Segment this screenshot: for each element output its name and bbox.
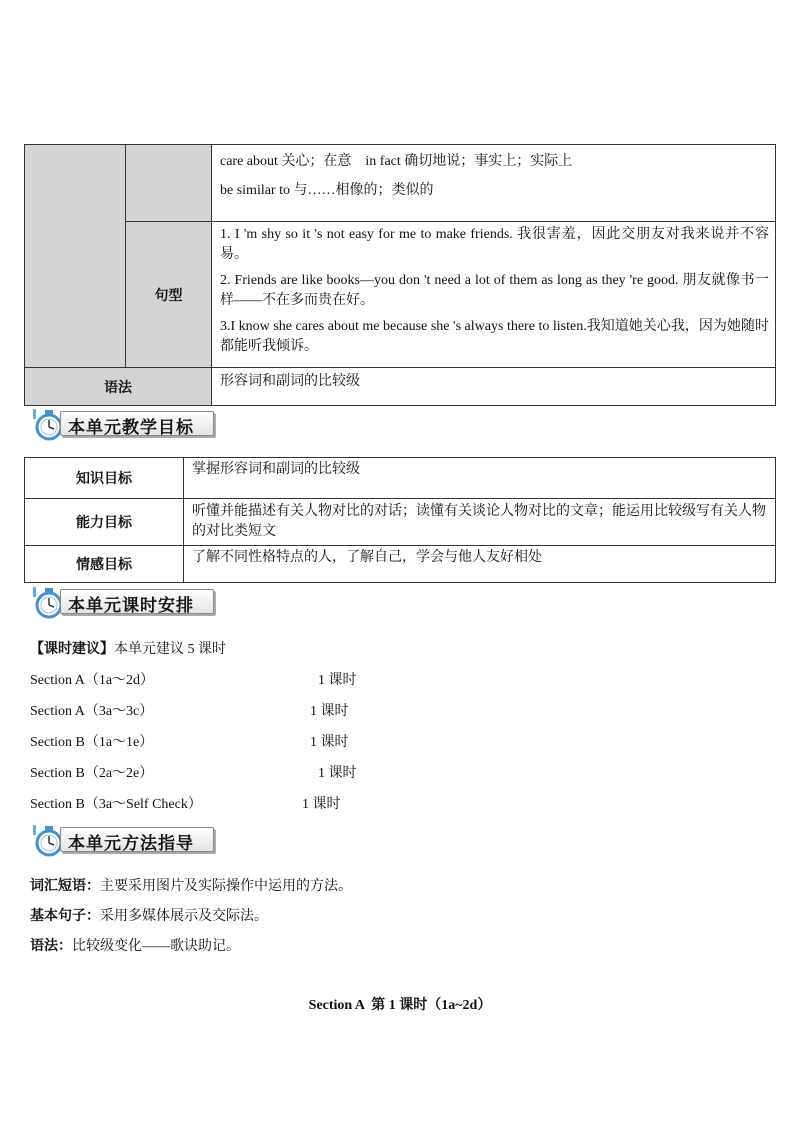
method-text: 采用多媒体展示及交际法。 <box>100 909 268 924</box>
suggest-label: 【课时建议】 <box>30 641 114 657</box>
schedule-item-hours: 1 课时 <box>310 735 349 750</box>
schedule-item-section: Section B（1a～1e） <box>30 735 154 750</box>
schedule-item-section: Section A（3a～3c） <box>30 704 154 719</box>
vocab-table <box>24 144 776 406</box>
phrases-label-cell <box>126 145 212 222</box>
section-title: 本单元课时安排 <box>68 596 194 616</box>
goal-value: 听懂并能描述有关人物对比的对话；读懂有关谈论人物对比的文章；能运用比较级写有关人物的对比类短文 <box>192 504 766 539</box>
goals-table <box>24 457 776 583</box>
method-item <box>30 935 240 955</box>
goal-label: 知识目标 <box>25 458 184 498</box>
suggest-text: 本单元建议 5 课时 <box>114 642 226 657</box>
sentences-cell <box>212 222 775 367</box>
schedule-item-section: Section B（2a～2e） <box>30 766 154 781</box>
schedule-item-section: Section B（3a～Self Check） <box>30 797 202 812</box>
phrase-line: care about 关心；在意 in fact 确切地说；事实上；实际上 <box>220 154 573 169</box>
schedule-item-hours: 1 课时 <box>318 673 357 688</box>
schedule-suggestion <box>30 638 226 658</box>
section-header-goals <box>30 408 216 438</box>
schedule-item-hours: 1 课时 <box>318 766 357 781</box>
table-row <box>25 546 775 582</box>
goal-label: 能力目标 <box>25 499 184 545</box>
goal-value: 掌握形容词和副词的比较级 <box>192 462 360 477</box>
section-header-methods <box>30 824 216 854</box>
goal-value: 了解不同性格特点的人，了解自己，学会与他人友好相处 <box>192 550 542 565</box>
method-label: 基本句子： <box>30 908 100 924</box>
goal-label: 情感目标 <box>25 546 184 582</box>
grammar-value: 形容词和副词的比较级 <box>212 367 775 405</box>
phrases-cell <box>212 145 775 222</box>
method-text: 比较级变化——歌诀助记。 <box>72 939 240 954</box>
schedule-item-hours: 1 课时 <box>310 704 349 719</box>
schedule-item-section: Section A（1a～2d） <box>30 673 155 688</box>
section-header-schedule <box>30 586 216 616</box>
method-label: 语法： <box>30 938 72 954</box>
method-item <box>30 905 268 925</box>
method-label: 词汇短语： <box>30 878 100 894</box>
sentence-label: 句型 <box>126 222 212 367</box>
sentence-item: 3.I know she cares about me because she 's always there to listen.我知道她关心我，因为她随时都能听我倾诉。 <box>220 319 769 354</box>
method-item <box>30 875 352 895</box>
lesson-heading: Section A 第 1 课时（1a~2d） <box>308 998 492 1013</box>
table-category-cell <box>25 145 126 367</box>
sentence-item: 2. Friends are like books—you don 't need a lot of them as long as they 're good. 朋友就像书一样——不在多而贵在好。 <box>220 273 769 308</box>
section-title: 本单元教学目标 <box>68 418 194 438</box>
method-text: 主要采用图片及实际操作中运用的方法。 <box>100 879 352 894</box>
grammar-label: 语法 <box>25 367 212 405</box>
section-title: 本单元方法指导 <box>68 834 194 854</box>
table-row <box>25 458 775 499</box>
sentence-item: 1. I 'm shy so it 's not easy for me to make friends. 我很害羞，因此交朋友对我来说并不容易。 <box>220 227 769 262</box>
phrase-line: be similar to 与……相像的；类似的 <box>220 183 434 198</box>
table-row <box>25 499 775 546</box>
schedule-item-hours: 1 课时 <box>302 797 341 812</box>
